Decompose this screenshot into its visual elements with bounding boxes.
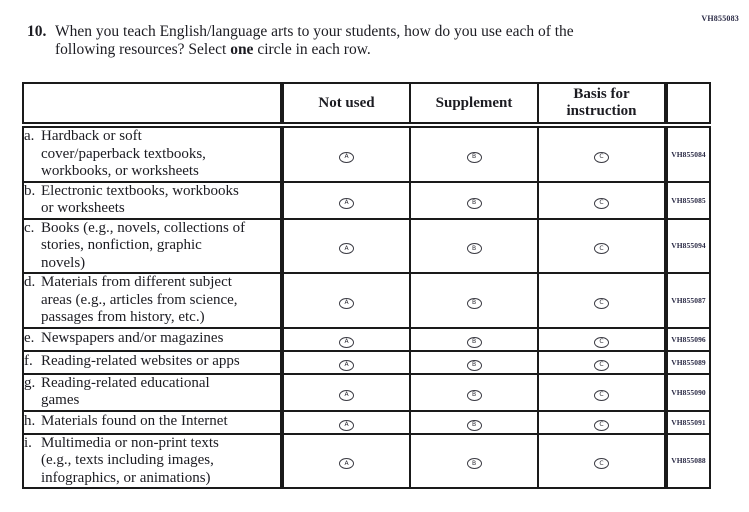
resource-row-h	[23, 411, 710, 434]
question-number: 10.	[27, 23, 47, 40]
page-form-code: VH855083	[701, 14, 739, 23]
cell-h-supplement	[410, 411, 538, 434]
option-circle-g-not-used[interactable]: A	[339, 390, 354, 401]
row-letter: e.	[24, 330, 35, 347]
header-basis	[538, 83, 666, 125]
row-code-d: VH855087	[666, 273, 710, 328]
cell-i-basis	[538, 434, 666, 489]
resources-table	[22, 82, 711, 489]
cell-a-basis	[538, 125, 666, 182]
header-not-used: Not used	[282, 83, 410, 125]
row-letter: h.	[24, 413, 36, 430]
row-letter: b.	[24, 182, 36, 199]
option-circle-f-not-used[interactable]: A	[339, 360, 354, 371]
row-letter: a.	[24, 128, 35, 144]
cell-h-basis	[538, 411, 666, 434]
row-label-h: h. Materials found on the Internet	[23, 411, 282, 434]
cell-i-not-used	[282, 434, 410, 489]
option-circle-i-basis[interactable]: C	[594, 458, 609, 469]
cell-d-not-used	[282, 273, 410, 328]
row-code-e: VH855096	[666, 328, 710, 351]
header-row	[23, 83, 710, 125]
option-circle-a-not-used[interactable]: A	[339, 152, 354, 163]
option-circle-g-supplement[interactable]: B	[467, 390, 482, 401]
cell-c-basis	[538, 219, 666, 274]
question-line2-bold: one	[230, 40, 254, 58]
option-circle-d-basis[interactable]: C	[594, 298, 609, 309]
header-basis-line2: instruction	[566, 103, 637, 119]
resource-row-b	[23, 182, 710, 219]
row-label-d: d. Materials from different subject areas (e.g., articles from science, passages from history, etc.)	[23, 273, 282, 328]
cell-a-supplement	[410, 125, 538, 182]
cell-h-not-used	[282, 411, 410, 434]
resource-row-i	[23, 434, 710, 489]
row-letter: f.	[24, 353, 33, 370]
cell-a-not-used	[282, 125, 410, 182]
header-code-column	[666, 83, 710, 125]
option-circle-h-basis[interactable]: C	[594, 420, 609, 431]
row-code-a: VH855084	[666, 125, 710, 182]
row-label-c: c. Books (e.g., novels, collections of stories, nonfiction, graphic novels)	[23, 219, 282, 274]
cell-d-basis	[538, 273, 666, 328]
row-label-i: i. Multimedia or non-print texts (e.g., texts including images, infographics, or animations)	[23, 434, 282, 489]
cell-d-supplement	[410, 273, 538, 328]
cell-e-not-used	[282, 328, 410, 351]
option-circle-e-not-used[interactable]: A	[339, 337, 354, 348]
resource-row-g	[23, 374, 710, 411]
cell-c-supplement	[410, 219, 538, 274]
option-circle-h-not-used[interactable]: A	[339, 420, 354, 431]
cell-g-basis	[538, 374, 666, 411]
resources-table-wrap	[22, 82, 711, 489]
row-code-b: VH855085	[666, 182, 710, 219]
cell-f-not-used	[282, 351, 410, 374]
row-code-f: VH855089	[666, 351, 710, 374]
cell-f-supplement	[410, 351, 538, 374]
option-circle-f-basis[interactable]: C	[594, 360, 609, 371]
option-circle-a-basis[interactable]: C	[594, 152, 609, 163]
cell-i-supplement	[410, 434, 538, 489]
cell-f-basis	[538, 351, 666, 374]
row-label-f: f. Reading-related websites or apps	[23, 351, 282, 374]
row-label-a: a. Hardback or soft cover/paperback textbooks, workbooks, or worksheets	[23, 125, 282, 182]
cell-e-basis	[538, 328, 666, 351]
option-circle-e-supplement[interactable]: B	[467, 337, 482, 348]
question-line2-pre: following resources? Select	[55, 40, 231, 58]
row-label-b: b. Electronic textbooks, workbooks or worksheets	[23, 182, 282, 219]
resource-row-f	[23, 351, 710, 374]
option-circle-i-not-used[interactable]: A	[339, 458, 354, 469]
header-basis-line1: Basis for	[573, 86, 630, 102]
option-circle-b-not-used[interactable]: A	[339, 198, 354, 209]
row-label-g: g. Reading-related educational games	[23, 374, 282, 411]
cell-g-supplement	[410, 374, 538, 411]
header-supplement: Supplement	[410, 83, 538, 125]
cell-g-not-used	[282, 374, 410, 411]
header-empty-label	[23, 83, 282, 125]
cell-b-not-used	[282, 182, 410, 219]
row-letter: g.	[24, 374, 36, 391]
row-label-e: e. Newspapers and/or magazines	[23, 328, 282, 351]
option-circle-d-supplement[interactable]: B	[467, 298, 482, 309]
row-code-c: VH855094	[666, 219, 710, 274]
question-line1: When you teach English/language arts to your students, how do you use each of the	[55, 23, 574, 40]
option-circle-d-not-used[interactable]: A	[339, 298, 354, 309]
option-circle-g-basis[interactable]: C	[594, 390, 609, 401]
question-text	[55, 23, 574, 58]
question-line2-post: circle in each row.	[253, 40, 371, 58]
cell-b-supplement	[410, 182, 538, 219]
resource-row-d	[23, 273, 710, 328]
row-code-h: VH855091	[666, 411, 710, 434]
cell-e-supplement	[410, 328, 538, 351]
cell-c-not-used	[282, 219, 410, 274]
option-circle-b-basis[interactable]: C	[594, 198, 609, 209]
cell-b-basis	[538, 182, 666, 219]
resource-row-a	[23, 125, 710, 182]
option-circle-b-supplement[interactable]: B	[467, 198, 482, 209]
row-letter: c.	[24, 219, 35, 236]
option-circle-h-supplement[interactable]: B	[467, 420, 482, 431]
question-block	[27, 23, 667, 58]
option-circle-c-basis[interactable]: C	[594, 243, 609, 254]
row-letter: d.	[24, 274, 36, 290]
option-circle-c-supplement[interactable]: B	[467, 243, 482, 254]
option-circle-i-supplement[interactable]: B	[467, 458, 482, 469]
row-letter: i.	[24, 434, 32, 451]
option-circle-a-supplement[interactable]: B	[467, 152, 482, 163]
option-circle-f-supplement[interactable]: B	[467, 360, 482, 371]
option-circle-e-basis[interactable]: C	[594, 337, 609, 348]
option-circle-c-not-used[interactable]: A	[339, 243, 354, 254]
resource-row-c	[23, 219, 710, 274]
row-code-i: VH855088	[666, 434, 710, 489]
resource-row-e	[23, 328, 710, 351]
row-code-g: VH855090	[666, 374, 710, 411]
